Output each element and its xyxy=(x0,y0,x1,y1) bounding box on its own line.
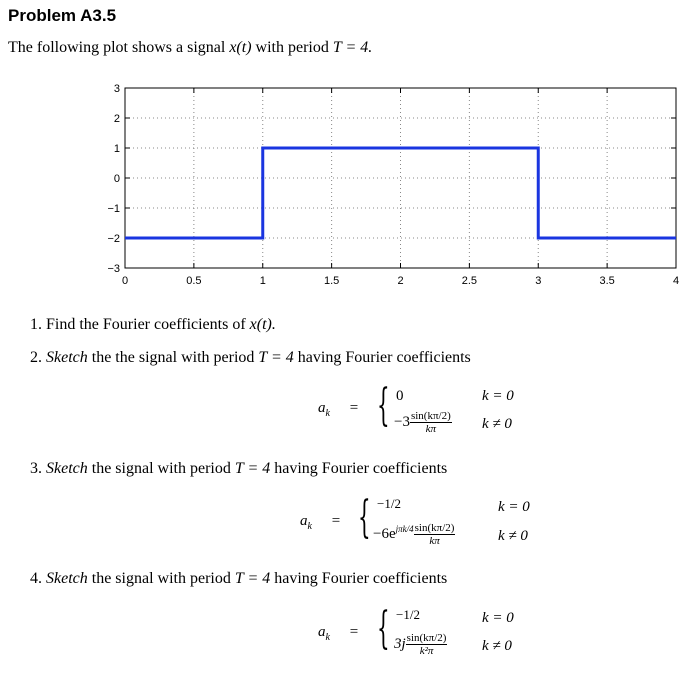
item-2-tail: having Fourier coefficients xyxy=(297,349,471,366)
x-tick-label: 3.5 xyxy=(599,275,615,287)
eq3-den: kπ xyxy=(429,535,440,547)
intro-signal: x(t) xyxy=(229,39,252,56)
item-2-period: T = 4 xyxy=(258,349,294,366)
item-2-number: 2. xyxy=(30,349,42,366)
problem-heading: Problem A3.5 xyxy=(8,6,117,25)
item-3-tail: having Fourier coefficients xyxy=(274,460,448,477)
eq2-k: k xyxy=(325,408,330,419)
item-3-text: the signal with period xyxy=(91,460,231,477)
eq2-coef: −3 xyxy=(394,413,410,430)
eq4-case1-cond: k ≠ 0 xyxy=(482,638,512,654)
eq3-num: sin(kπ/2) xyxy=(414,522,455,534)
eq2-equals: = xyxy=(349,400,359,416)
item-2-verb: Sketch xyxy=(46,349,88,366)
eq4-case0-value: −1/2 xyxy=(396,607,420,622)
item-2 xyxy=(30,349,471,367)
item-3-number: 3. xyxy=(30,460,42,477)
item-1-text: Find the Fourier coefficients of xyxy=(46,316,246,333)
eq2-lhs xyxy=(318,400,358,419)
x-tick-label: 0 xyxy=(121,275,129,287)
eq3-brace: { xyxy=(358,492,371,543)
eq4-case0-cond: k = 0 xyxy=(482,610,514,626)
y-tick-label: −1 xyxy=(107,203,120,215)
y-tick-label: 2 xyxy=(113,113,120,125)
eq4-den: k²π xyxy=(419,645,434,657)
eq4-case1-value xyxy=(394,632,447,657)
eq3-exp: jπk/4 xyxy=(395,523,414,534)
eq3-case1-cond: k ≠ 0 xyxy=(498,528,528,544)
plot-ticks xyxy=(107,83,679,287)
intro-period: T = 4. xyxy=(332,39,373,56)
eq4-k: k xyxy=(325,632,330,643)
eq4-fraction xyxy=(406,632,448,657)
item-4-tail: having Fourier coefficients xyxy=(274,570,448,587)
y-tick-label: 1 xyxy=(113,143,120,155)
eq3-case1-value xyxy=(373,522,455,547)
item-4 xyxy=(30,570,447,588)
eq3-coef: −6e xyxy=(373,525,396,542)
eq2-case1-value xyxy=(394,410,452,435)
item-4-number: 4. xyxy=(30,570,42,587)
x-tick-label: 4 xyxy=(672,275,680,287)
eq3-a: a xyxy=(300,513,308,529)
eq3-fraction xyxy=(414,522,456,547)
signal-plot xyxy=(0,0,694,300)
eq3-case0-cond: k = 0 xyxy=(498,499,530,515)
eq2-brace: { xyxy=(377,380,390,431)
eq2-fraction xyxy=(410,410,452,435)
eq4-coef: 3j xyxy=(394,635,406,652)
item-1-number: 1. xyxy=(30,316,42,333)
eq2-a: a xyxy=(318,400,326,416)
plot-grid xyxy=(125,88,676,268)
eq2-den: kπ xyxy=(425,423,437,435)
x-tick-label: 0.5 xyxy=(186,275,202,287)
item-3 xyxy=(30,460,447,478)
x-tick-label: 2.5 xyxy=(461,275,478,287)
eq3-k: k xyxy=(307,521,312,532)
eq2-case0-cond: k = 0 xyxy=(482,388,514,404)
x-tick-label: 1.5 xyxy=(323,275,340,287)
eq3-case0-value: −1/2 xyxy=(377,496,401,511)
item-1 xyxy=(30,316,276,334)
y-tick-label: 3 xyxy=(113,83,120,95)
item-4-period: T = 4 xyxy=(234,570,271,587)
eq4-a: a xyxy=(318,624,326,640)
eq4-equals: = xyxy=(349,624,359,640)
intro-with: with period xyxy=(255,39,329,56)
intro-lead: The following plot shows a signal xyxy=(8,39,226,56)
eq3-lhs xyxy=(300,513,340,532)
eq4-lhs xyxy=(318,624,358,643)
item-1-signal: x(t). xyxy=(249,316,276,333)
item-2-text: the the signal with period xyxy=(91,349,255,366)
y-tick-label: −2 xyxy=(107,233,120,245)
item-3-period: T = 4 xyxy=(234,460,271,477)
item-3-verb: Sketch xyxy=(46,460,88,477)
x-tick-label: 1 xyxy=(259,275,266,287)
eq2-num: sin(kπ/2) xyxy=(410,410,451,422)
item-4-text: the signal with period xyxy=(91,570,231,587)
eq3-equals: = xyxy=(331,513,341,529)
eq4-brace: { xyxy=(377,603,390,654)
y-tick-label: −3 xyxy=(107,263,120,275)
item-4-verb: Sketch xyxy=(46,570,88,587)
y-tick-label: 0 xyxy=(113,173,120,185)
eq4-num: sin(kπ/2) xyxy=(406,632,447,644)
eq2-case1-cond: k ≠ 0 xyxy=(482,416,512,432)
x-tick-label: 2 xyxy=(397,275,404,287)
x-tick-label: 3 xyxy=(535,275,542,287)
eq2-case0-value: 0 xyxy=(396,388,404,404)
